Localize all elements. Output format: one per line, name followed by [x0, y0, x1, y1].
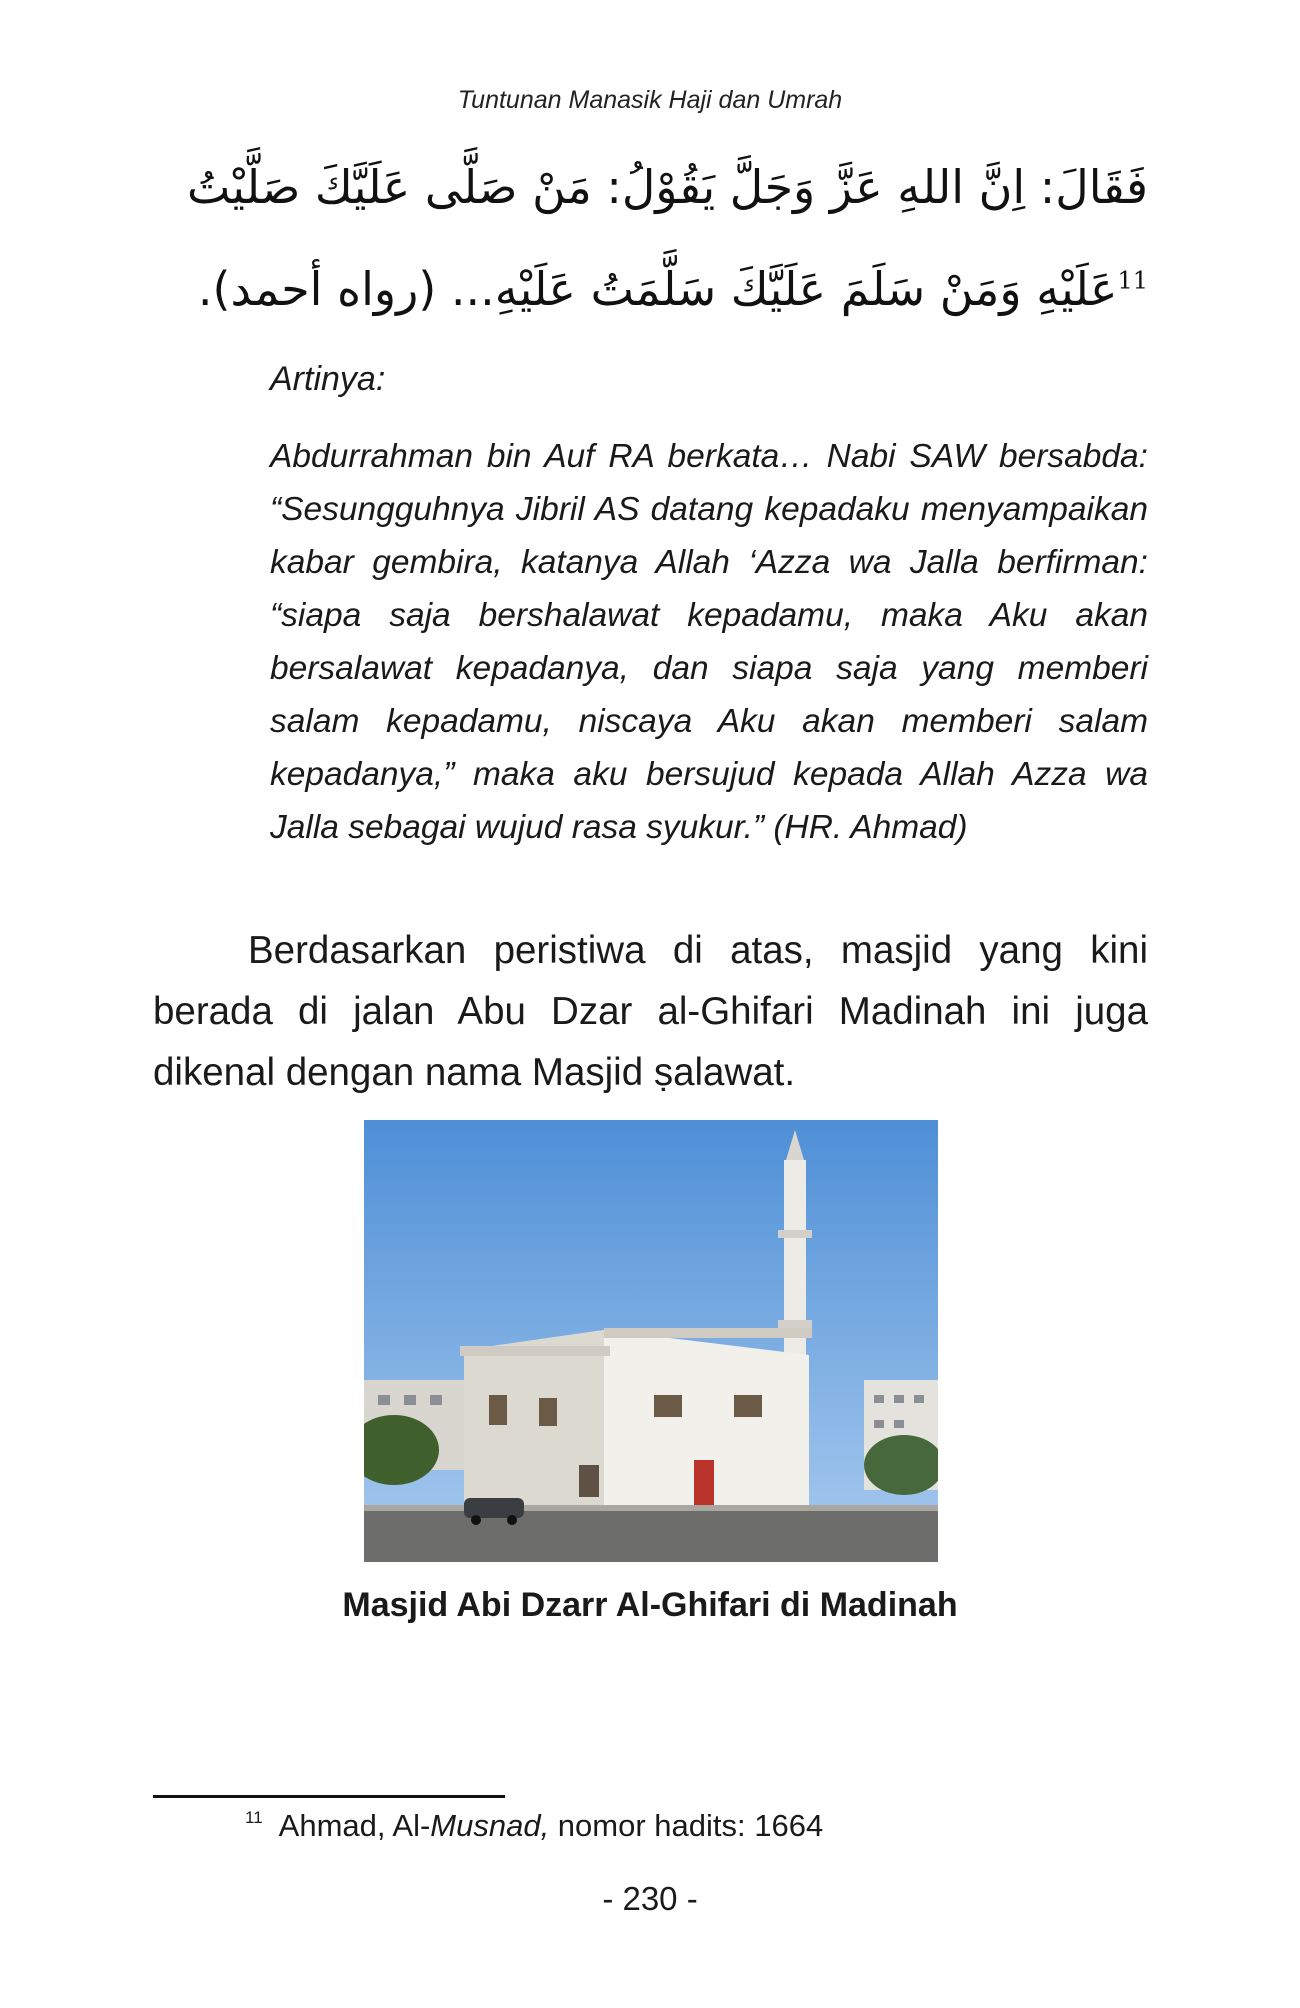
- photo-road: [364, 1505, 938, 1562]
- mosque-photo: [364, 1120, 938, 1562]
- photo-door: [694, 1460, 714, 1505]
- running-head: Tuntunan Manasik Haji dan Umrah: [457, 86, 843, 114]
- footnote-work: Musnad,: [430, 1808, 550, 1843]
- body-paragraph: Berdasarkan peristiwa di atas, masjid yang kini berada di jalan Abu Dzar al-Ghifari Madinah ini juga dikenal dengan nama Masjid ṣalawat.: [153, 929, 1148, 1094]
- footnote-author: Ahmad, Al-: [278, 1808, 431, 1843]
- footnote: [245, 1808, 823, 1844]
- figure-caption: Masjid Abi Dzarr Al-Ghifari di Madinah: [342, 1586, 958, 1624]
- photo-car: [464, 1498, 524, 1518]
- arabic-line-2: [197, 262, 1148, 316]
- translation-text: Abdurrahman bin Auf RA berkata… Nabi SAW bersabda: “Sesungguhnya Jibril AS datang kepadaku menyampaikan kabar gembira, katanya Allah ‘Azza wa Jalla berfirman: “siapa saja bershalawat kepadamu, maka Aku akan bersalawat kepadanya, dan siapa saja yang memberi salam kepadamu, niscaya Aku akan memberi salam kepadanya,” maka aku bersujud kepada Allah Azza wa Jalla sebagai wujud rasa syukur.” (HR. Ahmad): [270, 438, 1148, 846]
- page-number: - 230 -: [602, 1880, 698, 1917]
- footnote-detail: nomor hadits: 1664: [549, 1808, 824, 1843]
- arabic-line-1: فَقَالَ: اِنَّ اللهِ عَزَّ وَجَلَّ يَقُوْلُ: مَنْ صَلَّى عَلَيَّكَ صَلَّيْتُ: [186, 160, 1148, 214]
- footnote-divider: [153, 1795, 505, 1798]
- footnote-reference: 11: [1117, 266, 1148, 295]
- translation-label: Artinya:: [270, 360, 386, 398]
- arabic-line-2-text: عَلَيْهِ وَمَنْ سَلَمَ عَلَيَّكَ سَلَّمَتُ عَلَيْهِ... (رواه أحمد).: [197, 262, 1118, 316]
- footnote-number: 11: [245, 1808, 263, 1827]
